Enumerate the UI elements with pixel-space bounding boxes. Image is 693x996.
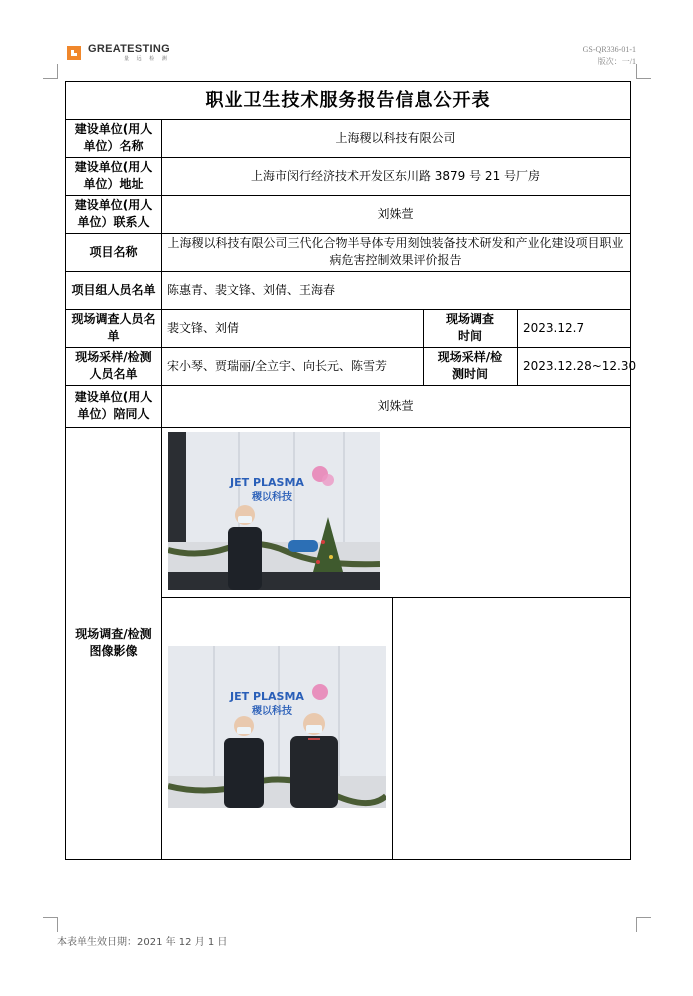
disclosure-table — [65, 81, 637, 860]
site-photo-1-image — [168, 432, 380, 590]
address-value: 上海市闵行经济技术开发区东川路 3879 号 21 号厂房 — [250, 168, 541, 183]
logo-mark-icon — [64, 43, 84, 63]
svg-text:JET PLASMA: JET PLASMA — [230, 476, 304, 489]
document-version: 版次：一/1 — [597, 57, 636, 66]
team-value: 陈惠青、裴文锋、刘倩、王海春 — [167, 282, 336, 297]
logo-brand-subtitle: 量 远 检 测 — [124, 56, 170, 62]
document-code-block — [583, 44, 636, 68]
survey-people-label: 现场调查人员名单 — [71, 312, 156, 343]
site-photo-1 — [168, 432, 380, 590]
contact-value: 刘姝萱 — [377, 206, 414, 221]
effective-date-footer: 本表单生效日期：2021 年 12 月 1 日 — [57, 937, 228, 948]
sampling-people-label: 现场采样/检测人员名单 — [75, 350, 152, 381]
logo-brand-name: GREATESTING — [88, 43, 170, 55]
sampling-people-value: 宋小琴、贾瑞丽/全立宇、向长元、陈雪芳 — [167, 358, 388, 373]
svg-text:稷以科技: 稷以科技 — [252, 706, 292, 717]
companion-value: 刘姝萱 — [377, 398, 414, 413]
survey-people-value: 裴文锋、刘倩 — [167, 320, 240, 335]
images-label: 现场调查/检测图像影像 — [75, 627, 152, 658]
svg-text:JET PLASMA: JET PLASMA — [230, 690, 304, 703]
sampling-time-value: 2023.12.28~12.30 — [523, 358, 637, 373]
crop-mark-bottom-right — [636, 917, 651, 932]
crop-mark-bottom-left — [43, 917, 58, 932]
site-photo-2 — [168, 646, 386, 808]
site-photo-2-image — [168, 646, 386, 808]
crop-mark-top-right — [636, 64, 651, 79]
crop-mark-top-left — [43, 64, 58, 79]
unit-name-value: 上海稷以科技有限公司 — [335, 130, 456, 145]
companion-label: 建设单位(用人单位）陪同人 — [74, 390, 153, 421]
document-code: GS-QR336-01-1 — [582, 45, 636, 54]
project-name-label: 项目名称 — [89, 244, 138, 259]
unit-name-label: 建设单位(用人单位）名称 — [74, 122, 153, 153]
survey-time-label: 现场调查时间 — [445, 312, 494, 343]
form-title: 职业卫生技术服务报告信息公开表 — [205, 90, 491, 111]
sampling-time-label: 现场采样/检测时间 — [437, 350, 503, 381]
project-name-value: 上海稷以科技有限公司三代化合物半导体专用刻蚀装备技术研发和产业化建设项目职业病危害控制效果评价报告 — [167, 236, 624, 267]
contact-label: 建设单位(用人单位）联系人 — [74, 198, 153, 229]
survey-time-value: 2023.12.7 — [523, 320, 585, 335]
company-logo — [64, 43, 170, 63]
team-label: 项目组人员名单 — [71, 282, 156, 297]
svg-text:稷以科技: 稷以科技 — [252, 492, 292, 503]
address-label: 建设单位(用人单位）地址 — [74, 160, 153, 191]
